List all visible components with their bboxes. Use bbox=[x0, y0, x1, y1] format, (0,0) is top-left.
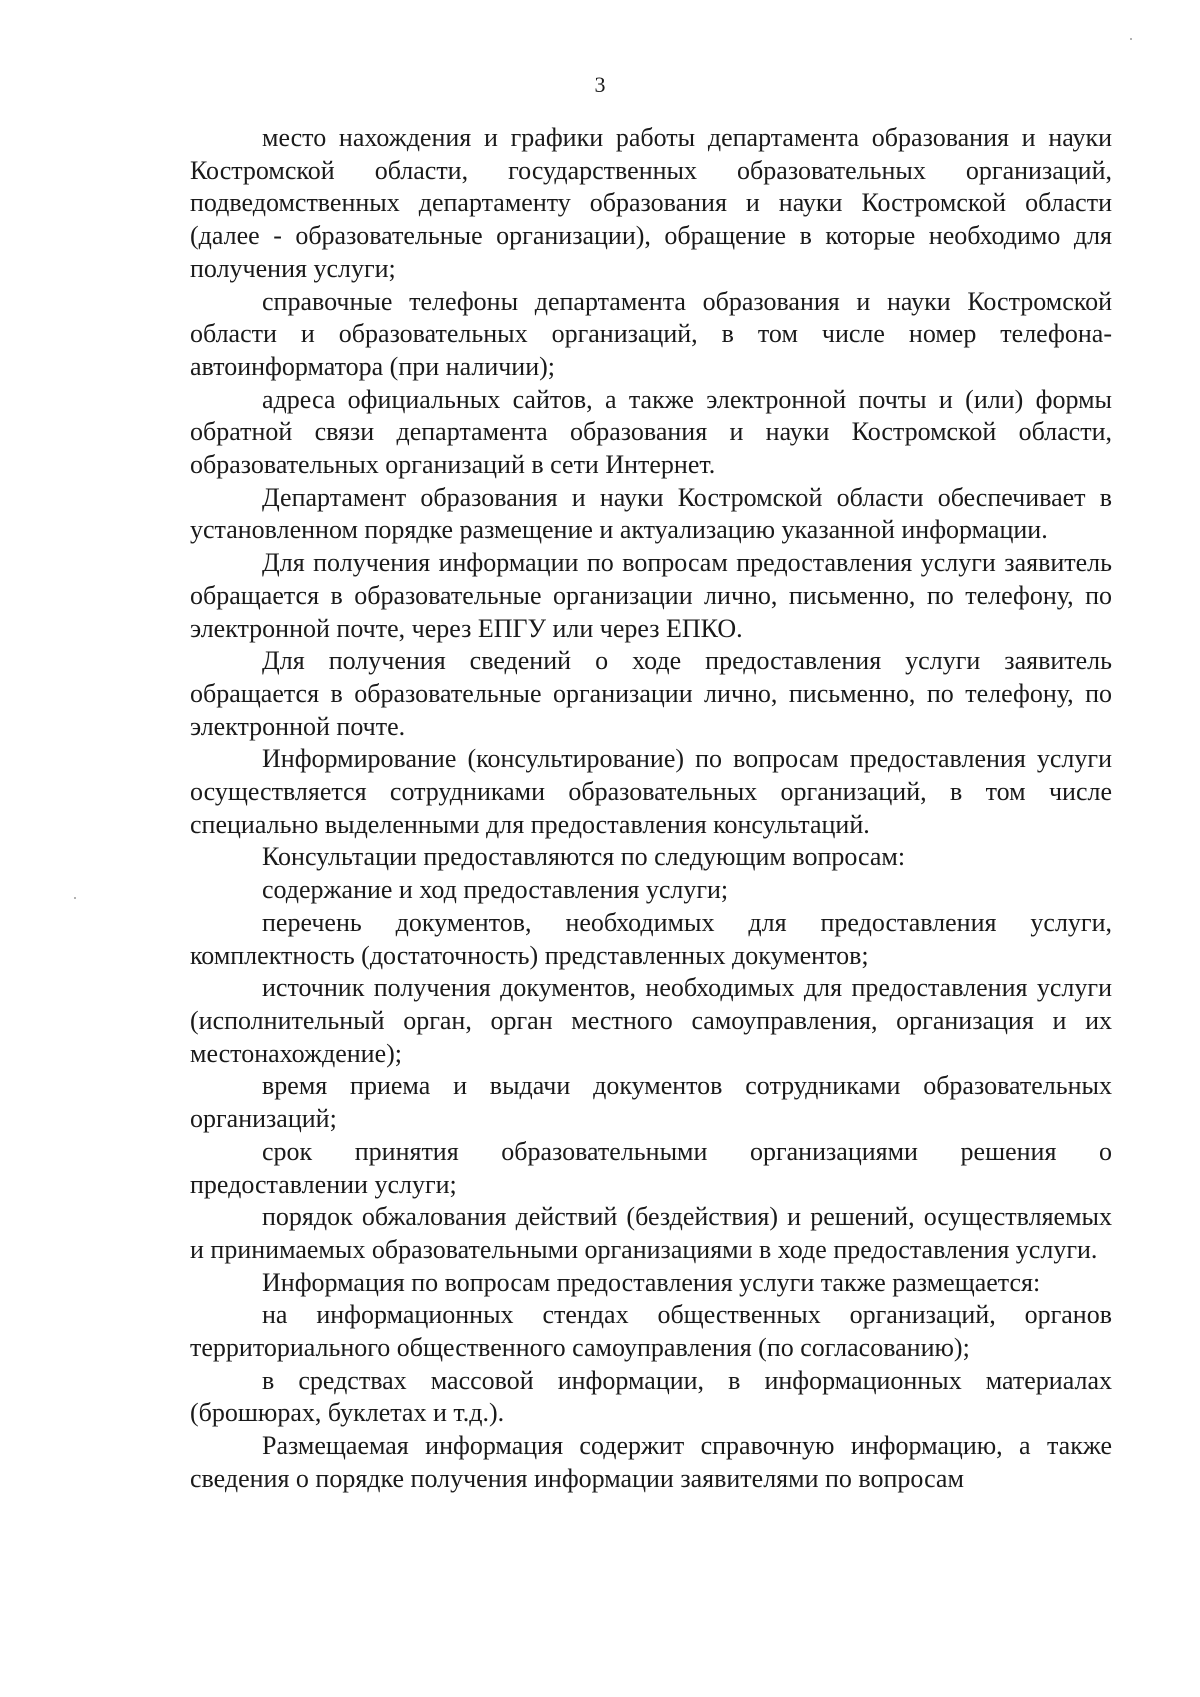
list-item-service-content: содержание и ход предоставления услуги; bbox=[262, 875, 729, 905]
paragraph-consulting-staff: Информирование (консультирование) по вопросам предоставления услуги осуществляется сотрудниками образовательных организаций, в том числе специально выделенными для предоставления консультаций. bbox=[190, 744, 1112, 839]
list-item-document-list: перечень документов, необходимых для предоставления услуги, комплектность (достаточность) представленных документов; bbox=[190, 907, 1112, 970]
body-text bbox=[190, 122, 1112, 1496]
list-item-document-source: источник получения документов, необходимых для предоставления услуги (исполнительный орган, орган местного самоуправления, организация и их местонахождение); bbox=[190, 973, 1112, 1068]
paragraph-obtaining-information: Для получения информации по вопросам предоставления услуги заявитель обращается в образовательные организации лично, письменно, по телефону, по электронной почте, через ЕПГУ или через ЕПКО. bbox=[190, 548, 1112, 643]
list-item-mass-media: в средствах массовой информации, в информационных материалах (брошюрах, буклетах и т.д.). bbox=[190, 1365, 1112, 1428]
list-item-reception-time: время приема и выдачи документов сотрудниками образовательных организаций; bbox=[190, 1071, 1112, 1134]
paragraph-reference-phones: справочные телефоны департамента образования и науки Костромской области и образовательных организаций, в том числе номер телефона-автоинформатора (при наличии); bbox=[190, 286, 1112, 381]
page-number: 3 bbox=[594, 72, 606, 97]
paragraph-progress-information: Для получения сведений о ходе предоставления услуги заявитель обращается в образовательные организации лично, письменно, по телефону, по электронной почте. bbox=[190, 646, 1112, 741]
list-item-information-stands: на информационных стендах общественных организаций, органов территориального общественного самоуправления (по согласованию); bbox=[190, 1300, 1112, 1363]
list-item-appeal-procedure: порядок обжалования действий (бездействия) и решений, осуществляемых и принимаемых образовательными организациями в ходе предоставления услуги. bbox=[190, 1202, 1112, 1264]
scan-speck bbox=[1130, 38, 1132, 40]
paragraph-information-placement-intro: Информация по вопросам предоставления услуги также размещается: bbox=[262, 1267, 1041, 1297]
paragraph-consultation-topics-intro: Консультации предоставляются по следующим вопросам: bbox=[262, 842, 906, 872]
paragraph-office-locations: место нахождения и графики работы департамента образования и науки Костромской области, государственных образовательных организаций, подведомственных департаменту образования и науки Костромской области (далее - образовательные организации), обращение в которые необходимо для получения услуги; bbox=[190, 123, 1112, 283]
paragraph-placed-information: Размещаемая информация содержит справочную информацию, а также сведения о порядке получения информации заявителями по вопросам bbox=[190, 1431, 1112, 1493]
list-item-decision-term: срок принятия образовательными организациями решения о предоставлении услуги; bbox=[190, 1136, 1112, 1199]
scan-speck bbox=[74, 897, 76, 899]
paragraph-websites-email: адреса официальных сайтов, а также электронной почты и (или) формы обратной связи департамента образования и науки Костромской области, образовательных организаций в сети Интернет. bbox=[190, 384, 1112, 480]
paragraph-department-ensures: Департамент образования и науки Костромской области обеспечивает в установленном порядке размещение и актуализацию указанной информации. bbox=[190, 482, 1112, 545]
